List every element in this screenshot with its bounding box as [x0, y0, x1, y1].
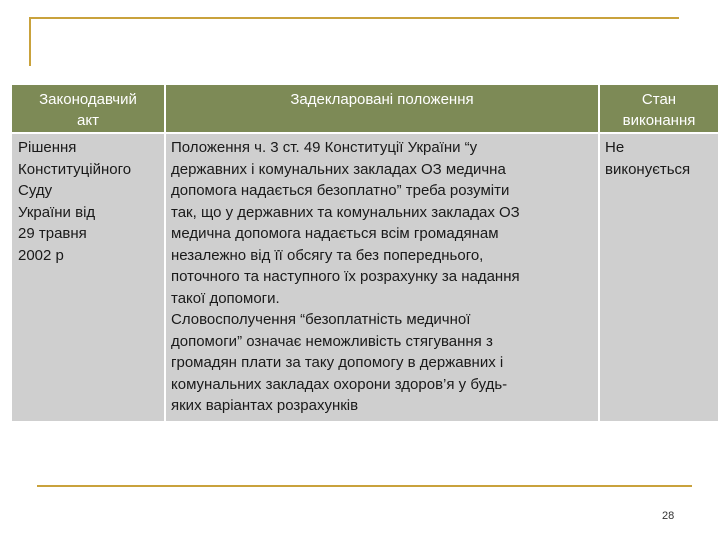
header-legislative-act: Законодавчий акт	[39, 91, 137, 129]
legislation-table	[12, 85, 718, 421]
column-divider	[164, 85, 166, 421]
top-horizontal-rule	[29, 17, 679, 19]
cell-legislative-act: Рішення Конституційного Суду України від 29 травня 2002 р	[18, 139, 132, 264]
header-declared-provisions: Задекларовані положення	[290, 91, 474, 108]
cell-declared-provisions: Положення ч. 3 ст. 49 Конституції України “у державних і комунальних закладах ОЗ медична допомога надається безоплатно” треба розуміти так, що у державних та комунальних закладах ОЗ медична допомога надається всім громадянам незалежно від її обсягу та без попереднього, поточного та наступного їх розрахунку за надання такої допомоги. Словосполучення “безоплатність медичної допомоги” означає неможливість стягування з громадян плати за таку допомогу в державних і комунальних закладах охорони здоров’я у будь- яких варіантах розрахунків	[171, 139, 520, 414]
bottom-horizontal-rule	[37, 485, 692, 487]
column-divider	[598, 85, 600, 421]
page-number: 28	[662, 510, 675, 522]
top-vertical-rule	[29, 17, 31, 66]
header-execution-status: Стан виконання	[622, 91, 696, 129]
cell-execution-status: Не виконується	[605, 139, 691, 178]
row-divider	[12, 132, 718, 134]
